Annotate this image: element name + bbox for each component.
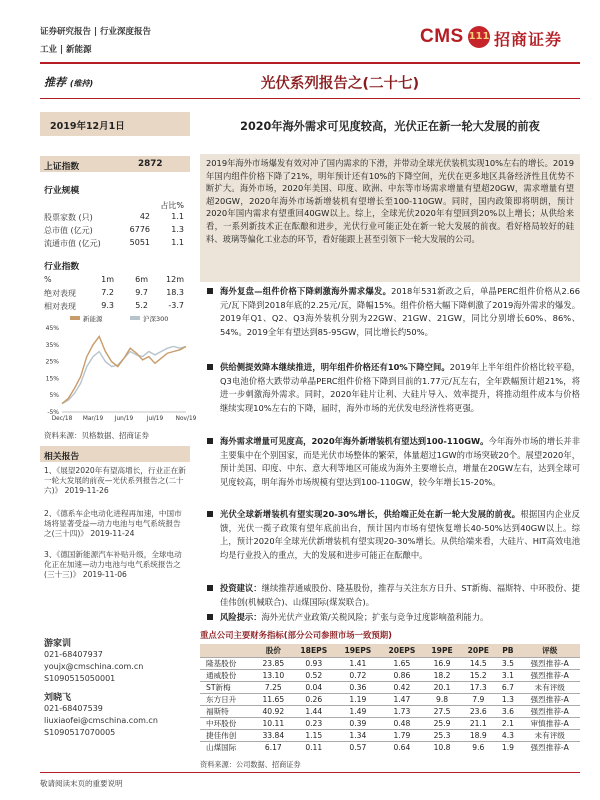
table-cell: 18.2: [424, 670, 460, 682]
table-cell: 1.47: [380, 694, 424, 706]
scale-row-v2: 1.1: [171, 238, 184, 247]
table-header-cell: 评级: [519, 644, 580, 658]
related-item-title: 1、《展望2020年有望高增长，行业正在新一轮大发展的前夜—光伏系列报告之(二十六)》: [44, 466, 186, 495]
table-cell: 0.72: [336, 670, 380, 682]
table-cell: 20.1: [424, 682, 460, 694]
table-cell: 0.04: [292, 682, 336, 694]
table-cell: 14.5: [460, 658, 496, 670]
table-cell: 1.3: [496, 694, 519, 706]
table-cell: 23.85: [255, 658, 292, 670]
company-name-cell: ST新梅: [200, 682, 255, 694]
y-tick-label: 5%: [49, 392, 59, 400]
x-tick-label: Nov/19: [175, 416, 197, 422]
key-point: [200, 285, 580, 340]
related-item-title: 2、《德系车企电动化进程再加速，中国市场将显著受益—动力电池与电气系统报告之(三十四)》: [44, 509, 182, 538]
table-cell: 强烈推荐-A: [519, 706, 580, 718]
key-point-text: 海外光伏产业政策/关税风险；扩张与竞争过度影响盈利能力。: [261, 612, 489, 622]
legend-swatch: [70, 316, 80, 320]
table-header-row: [200, 644, 580, 658]
y-tick-label: 25%: [45, 358, 59, 366]
table-cell: 0.64: [380, 742, 424, 754]
table-row: [200, 718, 580, 730]
table-cell: 33.84: [255, 730, 292, 742]
key-point-heading: 风险提示：: [220, 612, 262, 622]
related-title: 相关报告: [44, 452, 80, 462]
table-cell: 10.8: [424, 742, 460, 754]
company-name-cell: 通威股份: [200, 670, 255, 682]
table-cell: 25.3: [424, 730, 460, 742]
table-cell: 1.79: [380, 730, 424, 742]
table-cell: 2.1: [496, 718, 519, 730]
rating-note: (维持): [69, 79, 94, 88]
related-item: [44, 550, 188, 580]
table-cell: 0.93: [292, 658, 336, 670]
table-cell: 13.10: [255, 670, 292, 682]
scale-row-v2: 1.1: [171, 212, 184, 221]
table-cell: 0.52: [292, 670, 336, 682]
table-cell: 强烈推荐-A: [519, 742, 580, 754]
table-cell: 4.3: [496, 730, 519, 742]
key-point-text: 今年海外市场的增长并非主要集中在个别国家，而是光伏市场整体的繁荣，体量超过1GW的市场突破20个。展望2020年，预计美国、印度、中东、意大利等地区可能成为海外主要增长点，增量在20GW左右，达到全球可见度较高，明年海外市场规模有望达到100-110GW，较今年增长15-20%。: [220, 436, 580, 488]
y-tick-label: 15%: [45, 375, 59, 383]
table-row: [200, 670, 580, 682]
table-cell: 9.6: [460, 742, 496, 754]
chart-source: 资料来源：贝格数据、招商证券: [44, 431, 149, 440]
scale-row-label: 总市值 (亿元): [44, 226, 93, 235]
table-cell: 1.34: [336, 730, 380, 742]
table-cell: 1.44: [292, 706, 336, 718]
bullet-square-icon: [207, 288, 213, 294]
table-cell: 7.9: [460, 694, 496, 706]
table-header-cell: 19PE: [424, 644, 460, 658]
key-point-text: 继续推荐通威股份、隆基股份，推荐与关注东方日升、ST新梅、福斯特、中环股份、捷佳伟创(机械联合)、山煤国际(煤炭联合)。: [220, 583, 580, 607]
rating-label: 推荐: [44, 76, 66, 89]
series-title: 光伏系列报告之(二十七): [260, 76, 420, 92]
table-cell: 0.39: [336, 718, 380, 730]
table-cell: 未有评级: [519, 730, 580, 742]
perf-row-v1: 9.3: [101, 301, 114, 310]
key-point: [200, 435, 580, 490]
table-cell: 1.19: [336, 694, 380, 706]
legend-label: 新能源: [83, 315, 103, 323]
company-name-cell: 福斯特: [200, 706, 255, 718]
analyst-email[interactable]: youjx@cmschina.com.cn: [44, 662, 144, 671]
table-cell: 7.25: [255, 682, 292, 694]
related-item-title: 3、《德国新能源汽车补贴升级，全球电动化正在加速—动力电池与电气系统报告之(三十三)》: [44, 550, 182, 579]
table-cell: 1.73: [380, 706, 424, 718]
table-row: [200, 658, 580, 670]
analyst-email[interactable]: liuxiaofei@cmschina.com.cn: [44, 716, 158, 725]
bullet-square-icon: [207, 511, 213, 517]
y-tick-label: -5%: [47, 409, 59, 416]
analyst-name: 游家训: [44, 639, 72, 649]
perf-section: [40, 256, 190, 272]
legend-label: 沪深300: [143, 315, 169, 323]
perf-row-v2: 5.2: [135, 301, 148, 310]
related-item: [44, 466, 188, 496]
table-cell: 3.5: [496, 658, 519, 670]
cms-logo: [420, 24, 580, 50]
x-tick-label: Jul/19: [146, 416, 164, 422]
company-name-cell: 山煤国际: [200, 742, 255, 754]
scale-row-v1: 42: [139, 212, 150, 221]
performance-chart: [40, 314, 197, 424]
table-cell: 0.11: [292, 742, 336, 754]
company-name-cell: 隆基股份: [200, 658, 255, 670]
key-point: [200, 611, 580, 625]
company-name-cell: 捷佳伟创: [200, 730, 255, 742]
table-source: 资料来源：公司数据、招商证券: [200, 760, 301, 769]
footer-divider: [40, 772, 580, 773]
y-tick-label: 35%: [45, 341, 59, 349]
related-item-date: 2019-11-24: [90, 529, 135, 538]
table-cell: 1.15: [292, 730, 336, 742]
perf-row-label: 相对表现: [44, 302, 76, 311]
title-divider: [40, 98, 580, 99]
table-cell: 27.5: [424, 706, 460, 718]
scale-row-v1: 5051: [129, 238, 150, 247]
table-cell: 0.23: [292, 718, 336, 730]
company-name-cell: 东方日升: [200, 694, 255, 706]
table-cell: 3.1: [496, 670, 519, 682]
perf-row-v1: 7.2: [101, 288, 114, 297]
perf-row-v3: -3.7: [168, 301, 184, 310]
table-cell: 0.26: [292, 694, 336, 706]
key-point-text: 2018年531新政之后，单晶PERC组件价格从2.66元/瓦下降到2018年底的2.25元/瓦，降幅15%。组件价格大幅下降刺激了2019海外需求的爆发。2019年Q1、Q2、Q3海外装机分别为22GW、21GW、21GW，同比分别增长60%、86%、54%。2019全年有望达到85-95GW，同比增长约50%。: [220, 286, 580, 338]
key-point: [200, 582, 580, 609]
logo-cn: 招商证券: [494, 30, 563, 49]
bullet-square-icon: [207, 438, 213, 444]
scale-row-v2: 1.3: [171, 225, 184, 234]
company-name-cell: 中环股份: [200, 718, 255, 730]
table-cell: 1.41: [336, 658, 380, 670]
table-row: [200, 742, 580, 754]
table-cell: 0.48: [380, 718, 424, 730]
index-value: 2872: [138, 159, 163, 169]
related-section: [40, 446, 190, 462]
table-cell: 18.9: [460, 730, 496, 742]
table-cell: 15.2: [460, 670, 496, 682]
summary-box: 2019年海外市场爆发有效对冲了国内需求的下滑，并带动全球光伏装机实现10%左右的增长。2019年国内组件价格下降了21%，明年预计还有10%的下降空间，光伏在更多地区具备经济性且优势不断扩大。海外市场，2020年美国、印度、欧洲、中东等市场需求增量有望超20GW，需求增量有望超20GW，2020年海外市场新增装机有望增长至100-110GW。同时，国内政策即将明朗，预计2020年国内需求有望重回40GW以上。综上，全球光伏2020年有望回到20%以上增长；从供给来看，一系列新技术正在酝酿和进步，光伏行业可能正处在新一轮大发展的前夜。看好格局较好的硅料、玻璃等偏化工业态的环节，看好能跟上甚至引领下一轮大发展的公司。: [200, 154, 580, 282]
bullet-square-icon: [207, 614, 213, 620]
key-point-text: 根据国内企业反馈，光伏一揽子政策有望年底前出台，预计国内市场有望恢复增长40-50%达到40GW以上。综上，预计2020年全球光伏新增装机有望实现20-30%增长。从供给端来看，大硅片、HIT高效电池均是行业投入的重点，大的发展和进步可能正在酝酿中。: [220, 509, 580, 561]
table-cell: 1.49: [336, 706, 380, 718]
table-cell: 17.3: [460, 682, 496, 694]
scale-title: 行业规模: [44, 186, 80, 196]
table-cell: 强烈推荐-A: [519, 694, 580, 706]
x-tick-label: Mar/19: [82, 416, 104, 422]
table-row: [200, 706, 580, 718]
table-header-cell: [200, 644, 255, 658]
key-point-heading: 供给侧提效降本继续推进，明年组件价格还有10%下降空间。: [220, 362, 450, 372]
analyst-cert: S1090517070005: [44, 728, 116, 737]
key-point-text: 2019年上半年组件价格比较平稳，Q3电池价格大跌带动单晶PERC组件价格下降到目前的1.77元/瓦左右，全年跌幅预计超21%，将进一步刺激海外需求。同时，2020年硅片让利、大硅片导入、效率提升，将推动组件成本与价格继续实现10%左右的下降，届时，海外市场的光伏发电经济性将更强。: [220, 362, 580, 414]
table-header-cell: 18EPS: [292, 644, 336, 658]
key-point-heading: 投资建议：: [220, 583, 262, 593]
table-cell: 16.9: [424, 658, 460, 670]
report-header: [40, 22, 580, 62]
bullet-square-icon: [207, 364, 213, 370]
report-sector: 工业 | 新能源: [40, 45, 92, 55]
table-header-cell: 19EPS: [336, 644, 380, 658]
key-point-heading: 海外需求增量可见度高，2020年海外新增装机有望达到100-110GW。: [220, 436, 489, 446]
x-tick-label: Jun/19: [114, 416, 134, 422]
company-financials-table: [200, 644, 580, 753]
report-date: 2019年12月1日: [50, 121, 125, 132]
headline: 2020年海外需求可见度较高，光伏正在新一轮大发展的前夜: [240, 120, 540, 133]
analyst-cert: S1090515050001: [44, 674, 116, 683]
table-cell: 0.42: [380, 682, 424, 694]
table-cell: 1.65: [380, 658, 424, 670]
index-label: 上证指数: [44, 162, 80, 172]
table-cell: 23.6: [460, 706, 496, 718]
scale-col-header: 占比%: [160, 201, 184, 210]
table-cell: 0.36: [336, 682, 380, 694]
table-cell: 6.17: [255, 742, 292, 754]
table-cell: 11.65: [255, 694, 292, 706]
table-row: [200, 730, 580, 742]
related-item-date: 2019-11-06: [82, 570, 127, 579]
x-tick-label: Dec/18: [51, 416, 73, 422]
table-cell: 1.9: [496, 742, 519, 754]
table-cell: 9.8: [424, 694, 460, 706]
index-section: [40, 156, 190, 172]
analyst-name: 刘晓飞: [44, 693, 72, 703]
scale-section: [40, 180, 190, 196]
date-box: [40, 112, 190, 136]
table-cell: 审慎推荐-A: [519, 718, 580, 730]
table-cell: 0.57: [336, 742, 380, 754]
analyst-phone: 021-68407937: [44, 650, 103, 659]
bullet-square-icon: [207, 585, 213, 591]
table-header-cell: PB: [496, 644, 519, 658]
perf-row-v2: 9.7: [135, 288, 148, 297]
table-header-cell: 股价: [255, 644, 292, 658]
scale-row-label: 股票家数 (只): [44, 213, 93, 222]
key-point-heading: 光伏全球新增装机有望实现20-30%增长，供给端正处在新一轮大发展的前夜。: [220, 509, 521, 519]
analyst-phone: 021-68407539: [44, 704, 103, 713]
legend-swatch: [130, 316, 140, 320]
related-item: [44, 509, 188, 539]
perf-row-v3: 18.3: [166, 288, 184, 297]
series-line: [62, 336, 186, 403]
perf-header-12m: 12m: [166, 275, 184, 284]
table-cell: 强烈推荐-A: [519, 658, 580, 670]
perf-row-label: 绝对表现: [44, 289, 76, 298]
table-cell: 25.9: [424, 718, 460, 730]
table-header-cell: 20EPS: [380, 644, 424, 658]
table-cell: 40.92: [255, 706, 292, 718]
related-item-date: 2019-11-26: [64, 486, 109, 495]
scale-row-v1: 6776: [129, 225, 150, 234]
table-cell: 6.7: [496, 682, 519, 694]
key-point: [200, 508, 580, 563]
key-point: [200, 361, 580, 416]
report-type: 证券研究报告 | 行业深度报告: [40, 27, 152, 37]
table-cell: 强烈推荐-A: [519, 670, 580, 682]
table-cell: 未有评级: [519, 682, 580, 694]
table-cell: 3.6: [496, 706, 519, 718]
footer-note: 敬请阅读末页的重要说明: [40, 779, 123, 788]
table-cell: 10.11: [255, 718, 292, 730]
perf-header-1m: 1m: [101, 275, 114, 284]
table-cell: 0.86: [380, 670, 424, 682]
y-tick-label: 45%: [45, 325, 59, 332]
table-cell: 21.1: [460, 718, 496, 730]
perf-header-c0: %: [44, 275, 52, 284]
table-title: 重点公司主要财务指标(部分公司参照市场一致预期): [200, 630, 392, 640]
header-divider: [40, 62, 580, 64]
perf-title: 行业指数: [44, 262, 80, 272]
logo-latin: CMS: [420, 26, 464, 47]
perf-header-6m: 6m: [135, 275, 148, 284]
logo-mark-icon: 111: [468, 26, 490, 48]
table-row: [200, 694, 580, 706]
table-header-cell: 20PE: [460, 644, 496, 658]
scale-row-label: 流通市值 (亿元): [44, 239, 101, 248]
key-point-heading: 海外复盘—组件价格下降刺激海外需求爆发。: [220, 286, 392, 296]
table-row: [200, 682, 580, 694]
